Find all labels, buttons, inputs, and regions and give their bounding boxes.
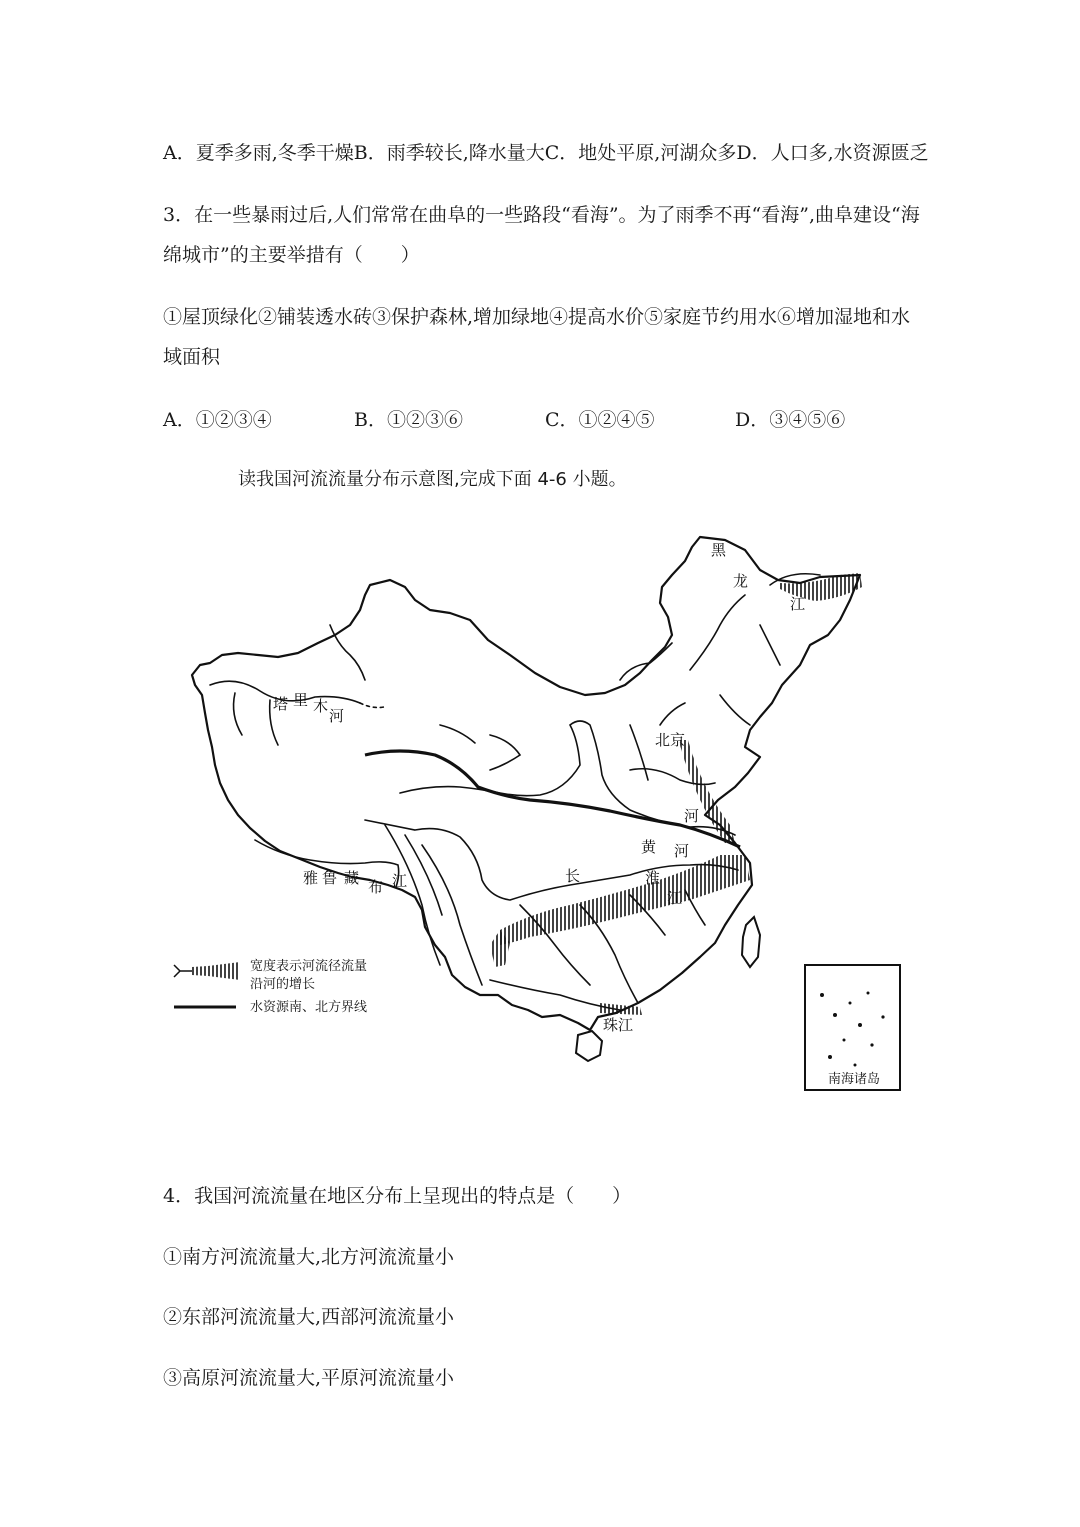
label-li: 里 xyxy=(293,691,309,709)
label-jiang-yarlung: 江 xyxy=(392,872,408,890)
label-ya: 雅 xyxy=(303,869,319,887)
map-legend xyxy=(174,958,367,1015)
q3-option-c: C．①②④⑤ xyxy=(545,409,655,431)
label-beijing: 北京 xyxy=(655,731,686,749)
legend-boundary: 水资源南、北方界线 xyxy=(250,1000,368,1015)
china-outline xyxy=(192,537,860,1030)
q3-option-b: B．①②③⑥ xyxy=(354,409,463,431)
china-river-flow-map xyxy=(160,525,920,1095)
label-chang: 长 xyxy=(565,867,581,885)
label-lu: 鲁 xyxy=(322,869,338,887)
taiwan-island xyxy=(742,917,760,967)
q4-item-2: ②东部河流流量大,西部河流流量小 xyxy=(163,1306,455,1328)
q3-stem-line2: 绵城市”的主要举措有（ ） xyxy=(163,244,420,266)
label-grand-canal: 河 xyxy=(684,807,700,825)
label-jiang-yangtze: 江 xyxy=(667,889,683,907)
q3-option-a: A．①②③④ xyxy=(163,409,272,431)
legend-flow-line1: 宽度表示河流径流量 xyxy=(250,959,368,974)
map-intro: 读我国河流流量分布示意图,完成下面 4-6 小题。 xyxy=(238,469,627,490)
q2-options-line: A．夏季多雨,冬季干燥B．雨季较长,降水量大C．地处平原,河湖众多D．人口多,水资源匮乏 xyxy=(163,142,929,164)
label-zang: 藏 xyxy=(344,869,360,887)
yangtze-flow-band xyxy=(500,855,750,945)
tarim-river-dotted xyxy=(360,703,384,708)
hainan-island xyxy=(576,1031,602,1061)
label-jiang: 江 xyxy=(790,595,806,613)
label-huang: 黄 xyxy=(641,838,657,856)
q3-options xyxy=(163,407,923,433)
label-ta: 塔 xyxy=(273,695,289,713)
label-he-huai: 河 xyxy=(674,842,690,860)
q4-item-1: ①南方河流流量大,北方河流流量小 xyxy=(163,1246,455,1268)
label-mu: 木 xyxy=(313,697,329,715)
inset-label: 南海诸岛 xyxy=(828,1072,881,1087)
label-hei: 黑 xyxy=(711,541,727,559)
label-pearl: 珠江 xyxy=(603,1016,634,1034)
legend-flow-line2: 沿河的增长 xyxy=(250,977,316,992)
q3-option-d: D．③④⑤⑥ xyxy=(735,409,846,431)
q3-items-line2: 域面积 xyxy=(163,346,221,368)
q4-item-3: ③高原河流流量大,平原河流流量小 xyxy=(163,1367,455,1389)
label-long: 龙 xyxy=(733,572,749,590)
q3-stem-line1: 3．在一些暴雨过后,人们常常在曲阜的一些路段“看海”。为了雨季不再“看海”,曲阜建设“海 xyxy=(163,204,920,226)
label-bu: 布 xyxy=(368,878,384,896)
q3-items-line1: ①屋顶绿化②铺装透水砖③保护森林,增加绿地④提高水价⑤家庭节约用水⑥增加湿地和水 xyxy=(163,306,911,328)
north-south-boundary xyxy=(365,751,740,847)
label-he-tarim: 河 xyxy=(329,707,345,725)
q4-stem: 4．我国河流流量在地区分布上呈现出的特点是（ ） xyxy=(163,1185,632,1207)
label-huai: 淮 xyxy=(645,869,661,887)
